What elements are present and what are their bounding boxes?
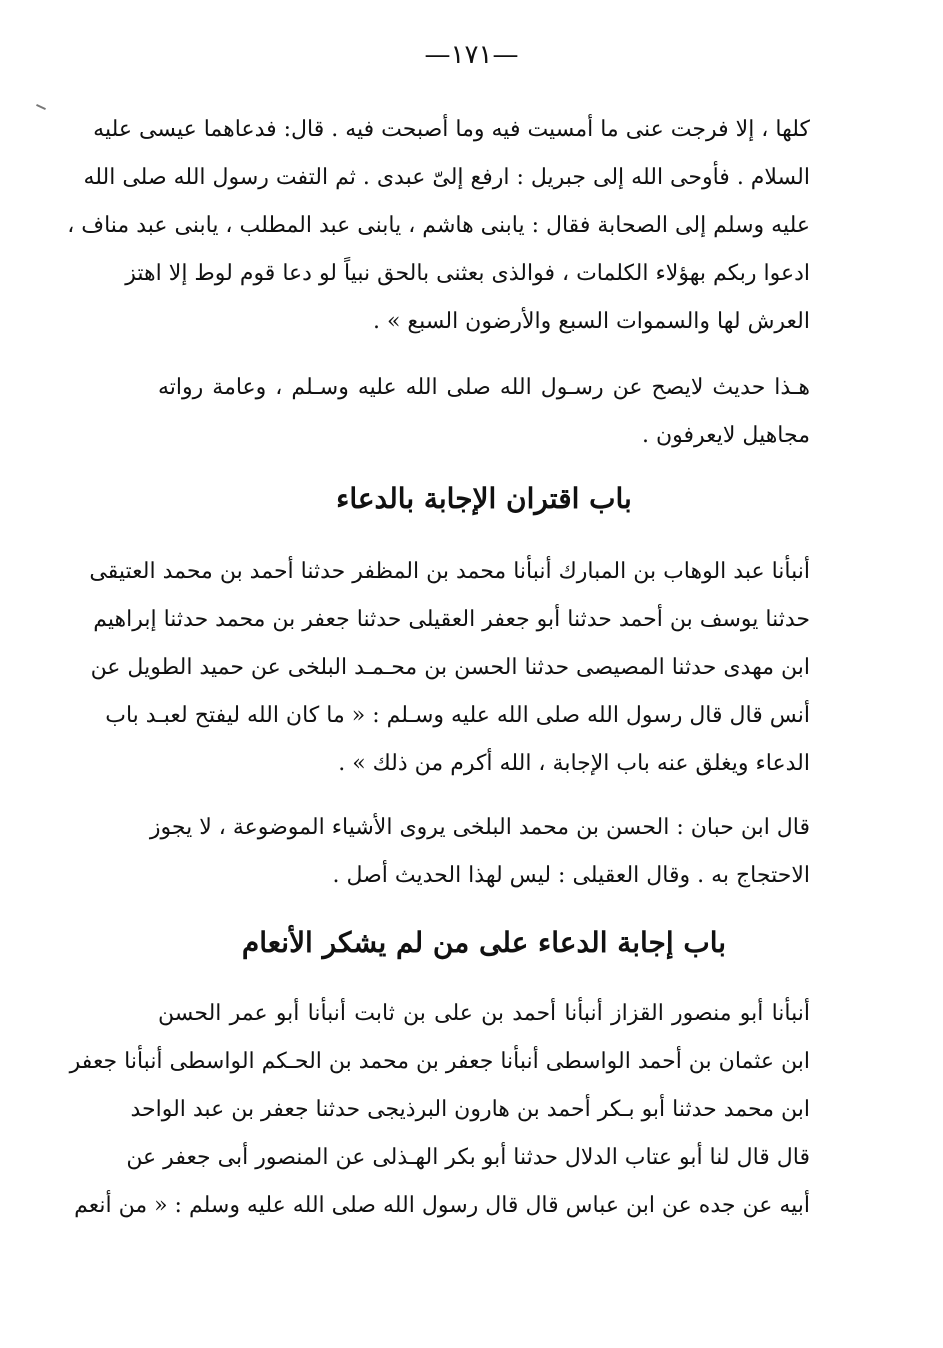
text-line: كلها ، إلا فرجت عنى ما أمسيت فيه وما أصبحت فيه . قال: فدعاهما عيسى عليه (93, 117, 810, 142)
text-line: ادعوا ربكم بهؤلاء الكلمات ، فوالذى بعثنى بالحق نبياً لو دعا قوم لوط إلا اهتز (125, 261, 810, 286)
text-line: أنبأنا عبد الوهاب بن المبارك أنبأنا محمد بن المظفر حدثنا أحمد بن محمد العتيقى (89, 559, 810, 584)
text-line: ابن عثمان بن أحمد الواسطى أنبأنا جعفر بن محمد بن الحـكم الواسطى أنبأنا جعفر (69, 1049, 810, 1074)
text-line: السلام . فأوحى الله إلى جبريل : ارفع إلىّ عبدى . ثم التفت رسول الله صلى الله (83, 165, 810, 190)
text-line: عليه وسلم إلى الصحابة فقال : يابنى هاشم ، يابنى عبد المطلب ، يابنى عبد مناف ، (67, 213, 810, 238)
paragraph-3 (89, 548, 810, 788)
text-line: قال ابن حبان : الحسن بن محمد البلخى يروى الأشياء الموضوعة ، لا يجوز (149, 815, 810, 840)
paragraph-5 (69, 990, 810, 1230)
page-number: —١٧١— (424, 40, 519, 70)
text-line: ابن مهدى حدثنا المصيصى حدثنا الحسن بن محـمـد البلخى عن حميد الطويل عن (90, 655, 810, 680)
text-line: الاحتجاج به . وقال العقيلى : ليس لهذا الحديث أصل . (332, 863, 810, 888)
paragraph-1 (67, 106, 810, 346)
text-line: أنبأنا أبو منصور القزاز أنبأنا أحمد بن على بن ثابت أنبأنا أبو عمر الحسن (158, 1001, 810, 1026)
paragraph-2 (158, 364, 810, 460)
text-line: ابن محمد حدثنا أبو بـكر أحمد بن هارون البرذيجى حدثنا جعفر بن عبد الواحد (130, 1097, 810, 1122)
text-line: هـذا حديث لايصح عن رسـول الله صلى الله عليه وسـلم ، وعامة رواته (158, 375, 810, 400)
text-line: مجاهيل لايعرفون . (641, 423, 810, 448)
text-line: الدعاء ويغلق عنه باب الإجابة ، الله أكرم من ذلك » . (338, 751, 810, 776)
margin-mark (36, 104, 46, 110)
text-line: أبيه عن جده عن ابن عباس قال قال رسول الله صلى الله عليه وسلم : « من أنعم (74, 1193, 810, 1218)
text-line: قال قال لنا أبو عتاب الدلال حدثنا أبو بكر الهـذلى عن المنصور أبى جعفر عن (126, 1145, 810, 1170)
text-line: العرش لها والسموات السبع والأرضون السبع » . (372, 309, 810, 334)
text-line: حدثنا يوسف بن أحمد حدثنا أبو جعفر العقيلى حدثنا جعفر بن محمد حدثنا إبراهيم (93, 607, 810, 632)
paragraph-4 (149, 804, 810, 900)
section-heading: باب إجابة الدعاء على من لم يشكر الأنعام (241, 926, 727, 959)
text-line: أنس قال قال رسول الله صلى الله عليه وسـلم : « ما كان الله ليفتح لعبـد باب (105, 703, 810, 728)
section-heading: باب اقتران الإجابة بالدعاء (336, 482, 632, 515)
